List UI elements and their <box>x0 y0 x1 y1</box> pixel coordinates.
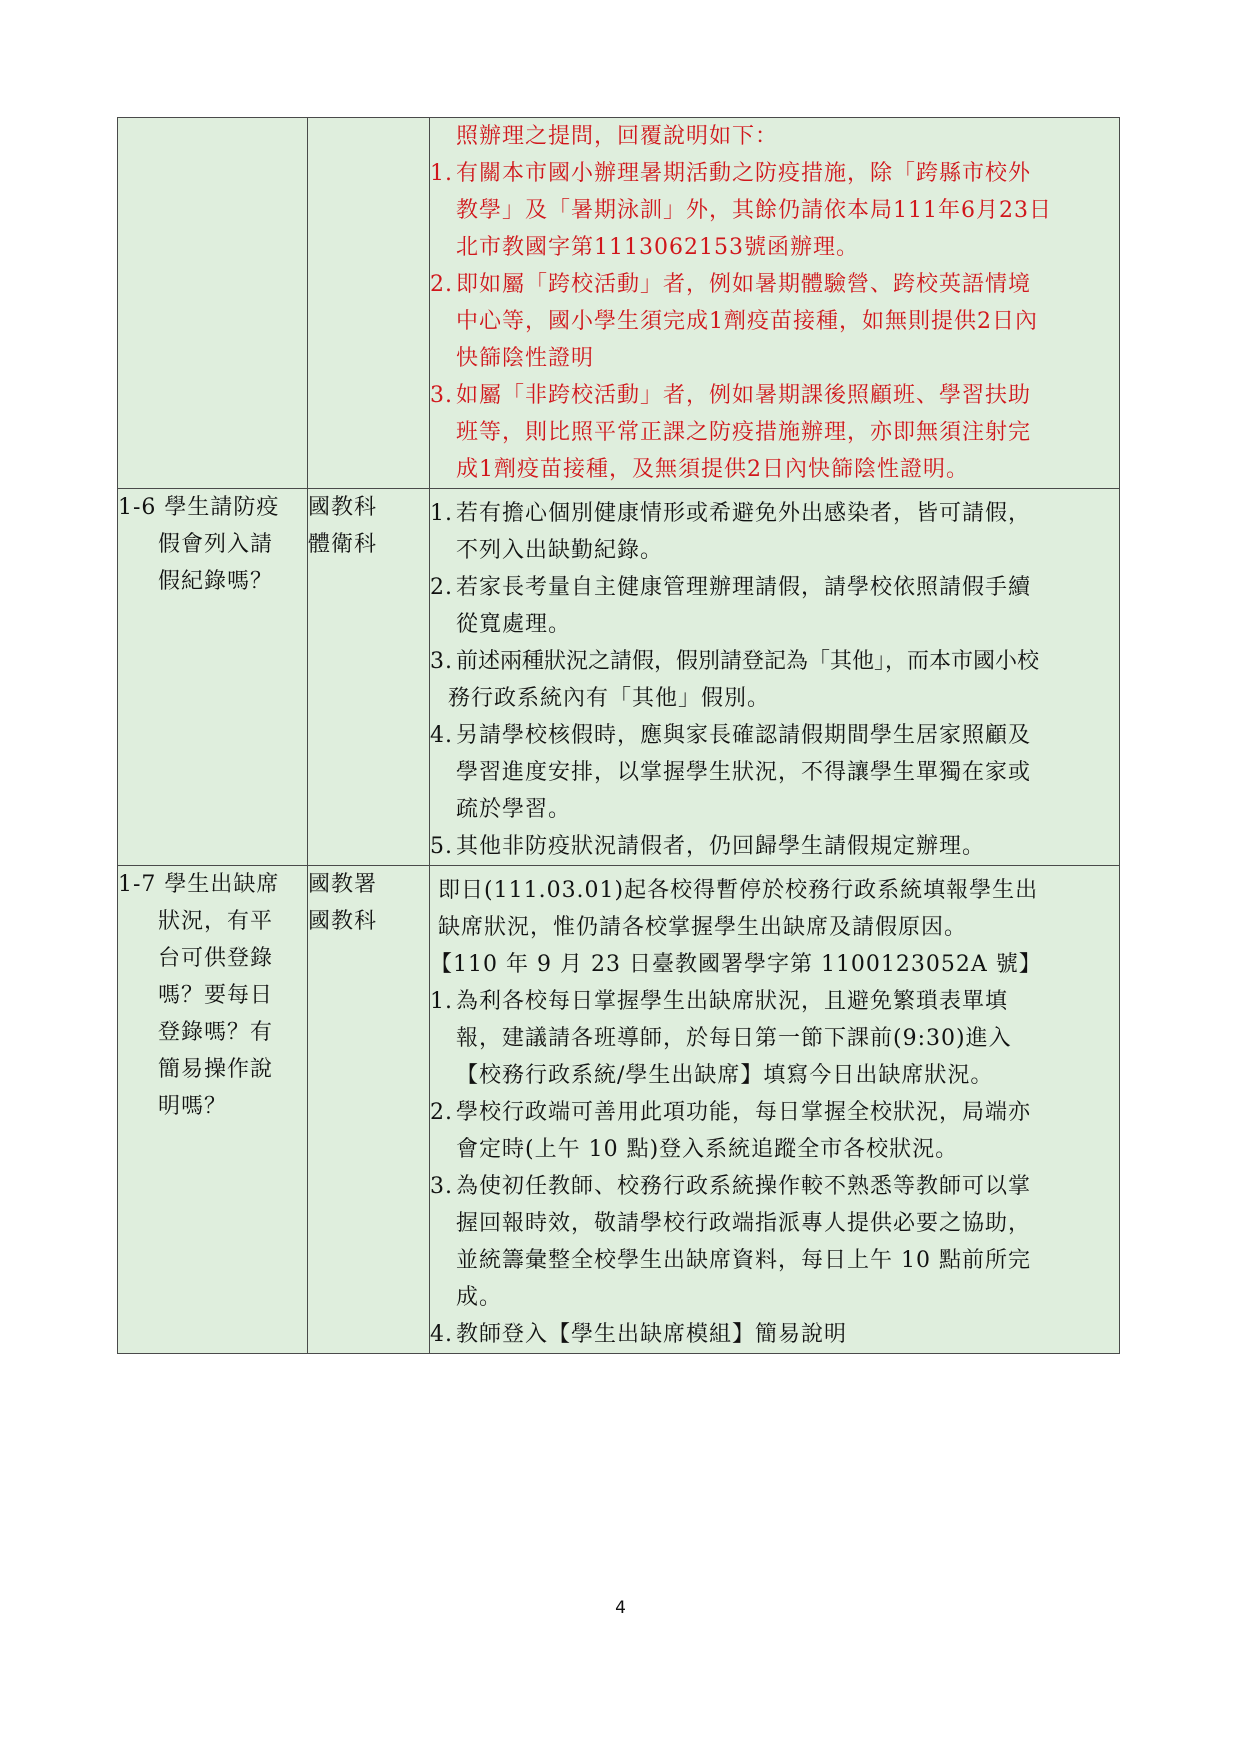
list-item <box>430 1094 1119 1168</box>
item-number: 5. <box>430 834 453 859</box>
table-row <box>118 489 1120 866</box>
item-line: 學校行政端可善用此項功能，每日掌握全校狀況，局端亦 <box>456 1100 1032 1125</box>
item-number: 2. <box>430 1100 453 1125</box>
question-line: 假紀錄嗎？ <box>158 569 274 594</box>
question-line: 台可供登錄 <box>158 946 274 971</box>
table-row <box>118 866 1120 1354</box>
item-number: 4. <box>430 1322 453 1347</box>
list-item <box>430 377 1119 488</box>
item-line: 為使初任教師、校務行政系統操作較不熟悉等教師可以掌 <box>456 1174 1032 1199</box>
answer-cell <box>430 118 1120 489</box>
item-number: 1. <box>430 989 453 1014</box>
list-item <box>430 983 1119 1094</box>
question-cell <box>118 489 308 866</box>
item-line: 學習進度安排，以掌握學生狀況，不得讓學生單獨在家或 <box>456 760 1032 785</box>
item-line: 成1劑疫苗接種，及無須提供2日內快篩陰性證明。 <box>456 457 969 482</box>
item-line: 並統籌彙整全校學生出缺席資料，每日上午 10 點前所完 <box>456 1248 1031 1273</box>
item-line: 中心等，國小學生須完成1劑疫苗接種，如無則提供2日內 <box>456 309 1038 334</box>
question-line: 登錄嗎？有 <box>158 1020 274 1045</box>
item-line: 快篩陰性證明 <box>456 346 595 371</box>
question-line: 1-7 學生出缺席 <box>118 872 280 897</box>
page-number: 4 <box>615 1598 626 1618</box>
item-line: 疏於學習。 <box>456 797 572 822</box>
answer-cell <box>430 866 1120 1354</box>
list-item <box>430 155 1119 266</box>
table-row <box>118 118 1120 489</box>
item-number: 3. <box>430 649 453 674</box>
answer-intro: 照辦理之提問，回覆說明如下： <box>456 124 779 149</box>
item-line: 報，建議請各班導師，於每日第一節下課前(9:30)進入 <box>456 1026 1012 1051</box>
department-cell <box>308 118 430 489</box>
item-line: 不列入出缺勤紀錄。 <box>456 538 664 563</box>
item-line: 北市教國字第1113062153號函辦理。 <box>456 235 859 260</box>
item-number: 1. <box>430 501 453 526</box>
question-line: 簡易操作說 <box>158 1057 274 1082</box>
item-line: 務行政系統內有「其他」假別。 <box>448 686 771 711</box>
item-line: 前述兩種狀況之請假，假別請登記為「其他」，而本市國小校 <box>456 649 1040 674</box>
item-line: 若有擔心個別健康情形或希避免外出感染者，皆可請假， <box>456 501 1032 526</box>
item-line: 若家長考量自主健康管理辦理請假，請學校依照請假手續 <box>456 575 1032 600</box>
department-name: 國教科 <box>308 909 378 934</box>
item-line: 握回報時效，敬請學校行政端指派專人提供必要之協助， <box>456 1211 1032 1236</box>
question-line: 假會列入請 <box>158 532 274 557</box>
list-item <box>430 828 1119 865</box>
question-line: 狀況，有平 <box>158 909 274 934</box>
item-line: 會定時(上午 10 點)登入系統追蹤全市各校狀況。 <box>456 1137 959 1162</box>
department-name: 國教科 <box>308 495 378 520</box>
item-line: 有關本市國小辦理暑期活動之防疫措施，除「跨縣市校外 <box>456 161 1032 186</box>
item-line: 成。 <box>456 1285 503 1310</box>
item-line: 教學」及「暑期泳訓」外，其餘仍請依本局111年6月23日 <box>456 198 1052 223</box>
department-name: 國教署 <box>308 872 378 897</box>
department-cell <box>308 866 430 1354</box>
list-item <box>430 717 1119 828</box>
item-line: 其他非防疫狀況請假者，仍回歸學生請假規定辦理。 <box>456 834 986 859</box>
item-line: 教師登入【學生出缺席模組】簡易說明 <box>456 1322 848 1347</box>
item-line: 從寬處理。 <box>456 612 572 637</box>
item-number: 3. <box>430 1174 453 1199</box>
department-name: 體衛科 <box>308 532 378 557</box>
list-item <box>430 569 1119 643</box>
item-number: 2. <box>430 575 453 600</box>
answer-intro: 即日(111.03.01)起各校得暫停於校務行政系統填報學生出 <box>438 878 1039 903</box>
list-item <box>430 643 1119 717</box>
document-reference: 【110 年 9 月 23 日臺教國署學字第 1100123052A 號】 <box>430 952 1042 977</box>
item-number: 4. <box>430 723 453 748</box>
item-line: 為利各校每日掌握學生出缺席狀況，且避免繁瑣表單填 <box>456 989 1009 1014</box>
item-line: 如屬「非跨校活動」者，例如暑期課後照顧班、學習扶助 <box>456 383 1032 408</box>
item-line: 班等，則比照平常正課之防疫措施辦理，亦即無須注射完 <box>456 420 1032 445</box>
list-item <box>430 1316 1119 1353</box>
item-number: 1. <box>430 161 453 186</box>
item-line: 即如屬「跨校活動」者，例如暑期體驗營、跨校英語情境 <box>456 272 1032 297</box>
item-number: 2. <box>430 272 453 297</box>
faq-table <box>117 117 1120 1354</box>
item-number: 3. <box>430 383 453 408</box>
list-item <box>430 266 1119 377</box>
list-item <box>430 1168 1119 1316</box>
department-cell <box>308 489 430 866</box>
question-cell <box>118 866 308 1354</box>
answer-cell <box>430 489 1120 866</box>
question-line: 1-6 學生請防疫 <box>118 495 280 520</box>
question-cell <box>118 118 308 489</box>
question-line: 嗎？要每日 <box>158 983 274 1008</box>
item-line: 另請學校核假時，應與家長確認請假期間學生居家照顧及 <box>456 723 1032 748</box>
list-item <box>430 495 1119 569</box>
item-line: 【校務行政系統/學生出缺席】填寫今日出缺席狀況。 <box>456 1063 994 1088</box>
answer-intro: 缺席狀況，惟仍請各校掌握學生出缺席及請假原因。 <box>438 915 968 940</box>
question-line: 明嗎？ <box>158 1094 228 1119</box>
